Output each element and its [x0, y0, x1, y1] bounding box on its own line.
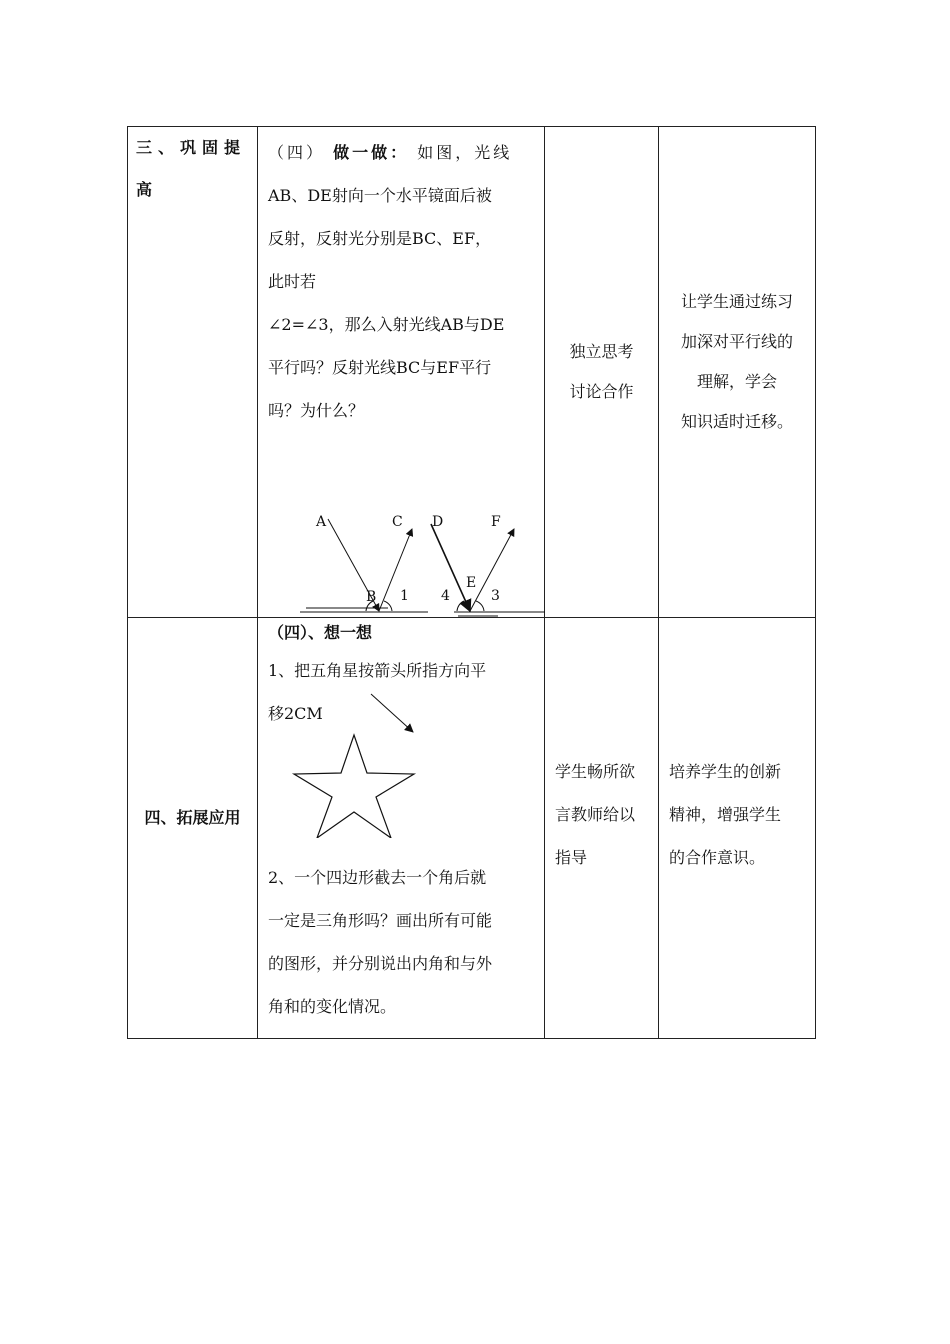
activity-line: 讨论合作: [569, 382, 634, 401]
label-a: A: [316, 514, 327, 530]
think-heading: （四）、想一想: [268, 623, 373, 642]
exercise-line: 反射，反射光分别是BC、EF，: [268, 229, 492, 248]
exercise-text: [258, 127, 544, 432]
ray-de: [431, 524, 470, 611]
exercise-line: 吗？为什么？: [268, 401, 365, 420]
design-intent-cell: [659, 618, 816, 1039]
table-row-extend: [128, 618, 816, 1039]
q1-line: 移2CM: [268, 704, 323, 723]
angle-arc-1: [384, 601, 392, 611]
intent-line: 培养学生的创新: [669, 762, 782, 781]
exercise-heading: [268, 131, 534, 174]
q2-line: 的图形，并分别说出内角和与外: [268, 954, 493, 973]
exercise-line: AB、DE射向一个水平镜面后被: [268, 186, 492, 205]
table-row-consolidate: [128, 127, 816, 618]
label-e: E: [466, 575, 477, 591]
design-intent-cell: [659, 127, 816, 618]
student-activity-cell: [545, 618, 659, 1039]
exercise-line: ∠2=∠3，那么入射光线AB与DE: [268, 315, 505, 334]
stage-cell: [128, 618, 258, 1039]
intent-line: 的合作意识。: [669, 848, 766, 867]
content-cell: [258, 618, 545, 1039]
angle-arc-3: [476, 601, 484, 611]
direction-arrow: [371, 694, 413, 732]
stage-label: 四、拓展应用: [144, 808, 241, 827]
q2-line: 角和的变化情况。: [268, 997, 397, 1016]
q2-line: 一定是三角形吗？画出所有可能: [268, 911, 493, 930]
intent-line: 精神，增强学生: [669, 805, 782, 824]
intent-line: 理解，学会: [696, 372, 777, 391]
five-pointed-star: [294, 735, 414, 838]
intent-line: 知识适时迁移。: [680, 412, 793, 431]
mirror-reflection-figure: [258, 499, 545, 619]
label-d: D: [432, 514, 444, 530]
heading-rest: 如图，光线: [417, 143, 513, 162]
q1-line: 1、把五角星按箭头所指方向平: [268, 661, 487, 680]
star-figure: [258, 688, 545, 838]
intent-line: 让学生通过练习: [680, 292, 793, 311]
label-angle-4: 4: [441, 588, 450, 604]
stage-label: 三、巩固提高: [136, 138, 247, 199]
angle-arc-4: [457, 601, 464, 611]
q2-text: [258, 850, 502, 1028]
activity-line: 言教师给以: [555, 805, 636, 824]
activity-line: 学生畅所欲: [555, 762, 636, 781]
heading-bold: 做一做：: [333, 143, 410, 162]
label-angle-1: 1: [400, 588, 409, 604]
student-activity-cell: [545, 127, 659, 618]
label-angle-3: 3: [491, 588, 500, 604]
exercise-line: 平行吗？反射光线BC与EF平行: [268, 358, 492, 377]
heading-prefix: （四）: [268, 143, 326, 162]
content-cell: [258, 127, 545, 618]
label-b: B: [366, 589, 377, 605]
activity-line: 指导: [555, 848, 588, 867]
lesson-plan-table: [127, 126, 816, 1039]
label-f: F: [491, 514, 501, 530]
label-c: C: [392, 514, 403, 530]
stage-cell: [128, 127, 258, 618]
activity-line: 独立思考: [569, 342, 634, 361]
intent-line: 加深对平行线的: [680, 332, 793, 351]
exercise-line: 此时若: [268, 272, 317, 291]
q2-line: 2、一个四边形截去一个角后就: [268, 868, 487, 887]
